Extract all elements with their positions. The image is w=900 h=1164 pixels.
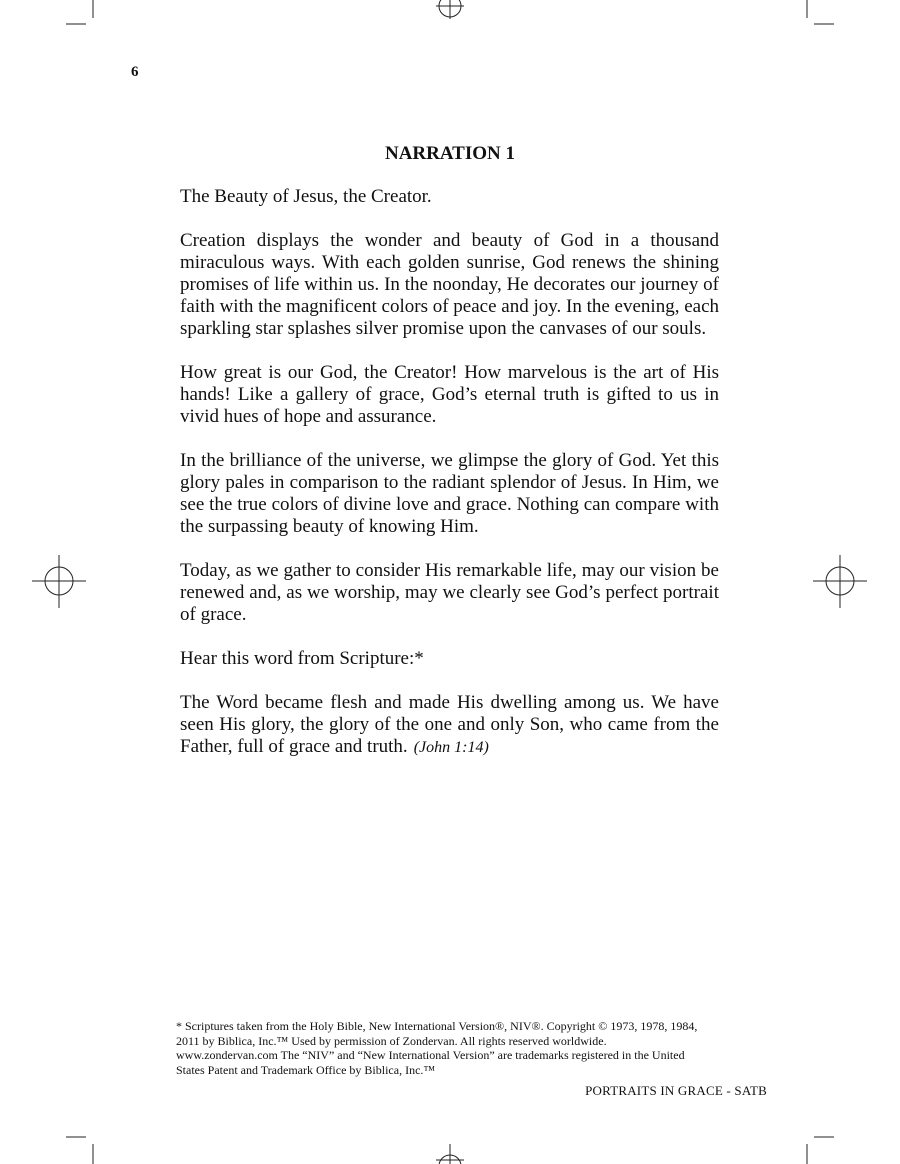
copyright-footnote	[176, 1019, 746, 1077]
narration-subtitle: The Beauty of Jesus, the Creator.	[180, 186, 432, 207]
registration-mark-bottom	[436, 1144, 464, 1164]
crop-mark-top-right	[807, 0, 834, 24]
registration-mark-top	[436, 0, 464, 19]
footnote-line: www.zondervan.com The “NIV” and “New International Version” are trademarks registered in the United	[176, 1048, 685, 1062]
page-number: 6	[131, 64, 139, 80]
scripture-citation: (John 1:14)	[413, 739, 489, 756]
narration-body	[180, 186, 719, 781]
paragraph-today: Today, as we gather to consider His remarkable life, may our vision be renewed and, as we worship, may we clearly see God’s perfect portrait of grace.	[180, 560, 719, 625]
crop-mark-bottom-left	[66, 1137, 93, 1164]
footnote-line: * Scriptures taken from the Holy Bible, New International Version®, NIV®. Copyright © 1973, 1978, 1984,	[176, 1019, 698, 1033]
paragraph-how-great: How great is our God, the Creator! How marvelous is the art of His hands! Like a gallery of grace, God’s eternal truth is gifted to us in vivid hues of hope and assurance.	[180, 362, 719, 427]
scripture-intro: Hear this word from Scripture:*	[180, 648, 424, 669]
crop-mark-bottom-right	[807, 1137, 834, 1164]
scripture-text: The Word became flesh and made His dwelling among us. We have seen His glory, the glory of the one and only Son, who came from the Father, full of grace and truth.	[180, 692, 719, 757]
scripture-quote	[180, 692, 719, 759]
page-title: NARRATION 1	[384, 143, 515, 164]
footnote-line: States Patent and Trademark Office by Biblica, Inc.™	[176, 1062, 436, 1077]
footnote-line: 2011 by Biblica, Inc.™ Used by permission of Zondervan. All rights reserved worldwide.	[176, 1033, 607, 1048]
paragraph-creation: Creation displays the wonder and beauty of God in a thousand miraculous ways. With each golden sunrise, God renews the shining promises of life within us. In the noonday, He decorates our journey of faith with the magnificent colors of peace and joy. In the evening, each sparkling star splashes silver promise upon the canvases of our souls.	[180, 230, 720, 339]
crop-mark-top-left	[66, 0, 93, 24]
registration-mark-left	[32, 555, 86, 608]
registration-mark-right	[813, 555, 867, 608]
running-footer: PORTRAITS IN GRACE - SATB	[585, 1083, 767, 1098]
paragraph-brilliance: In the brilliance of the universe, we glimpse the glory of God. Yet this glory pales in comparison to the radiant splendor of Jesus. In Him, we see the true colors of divine love and grace. Nothing can compare with the surpassing beauty of knowing Him.	[180, 450, 719, 537]
